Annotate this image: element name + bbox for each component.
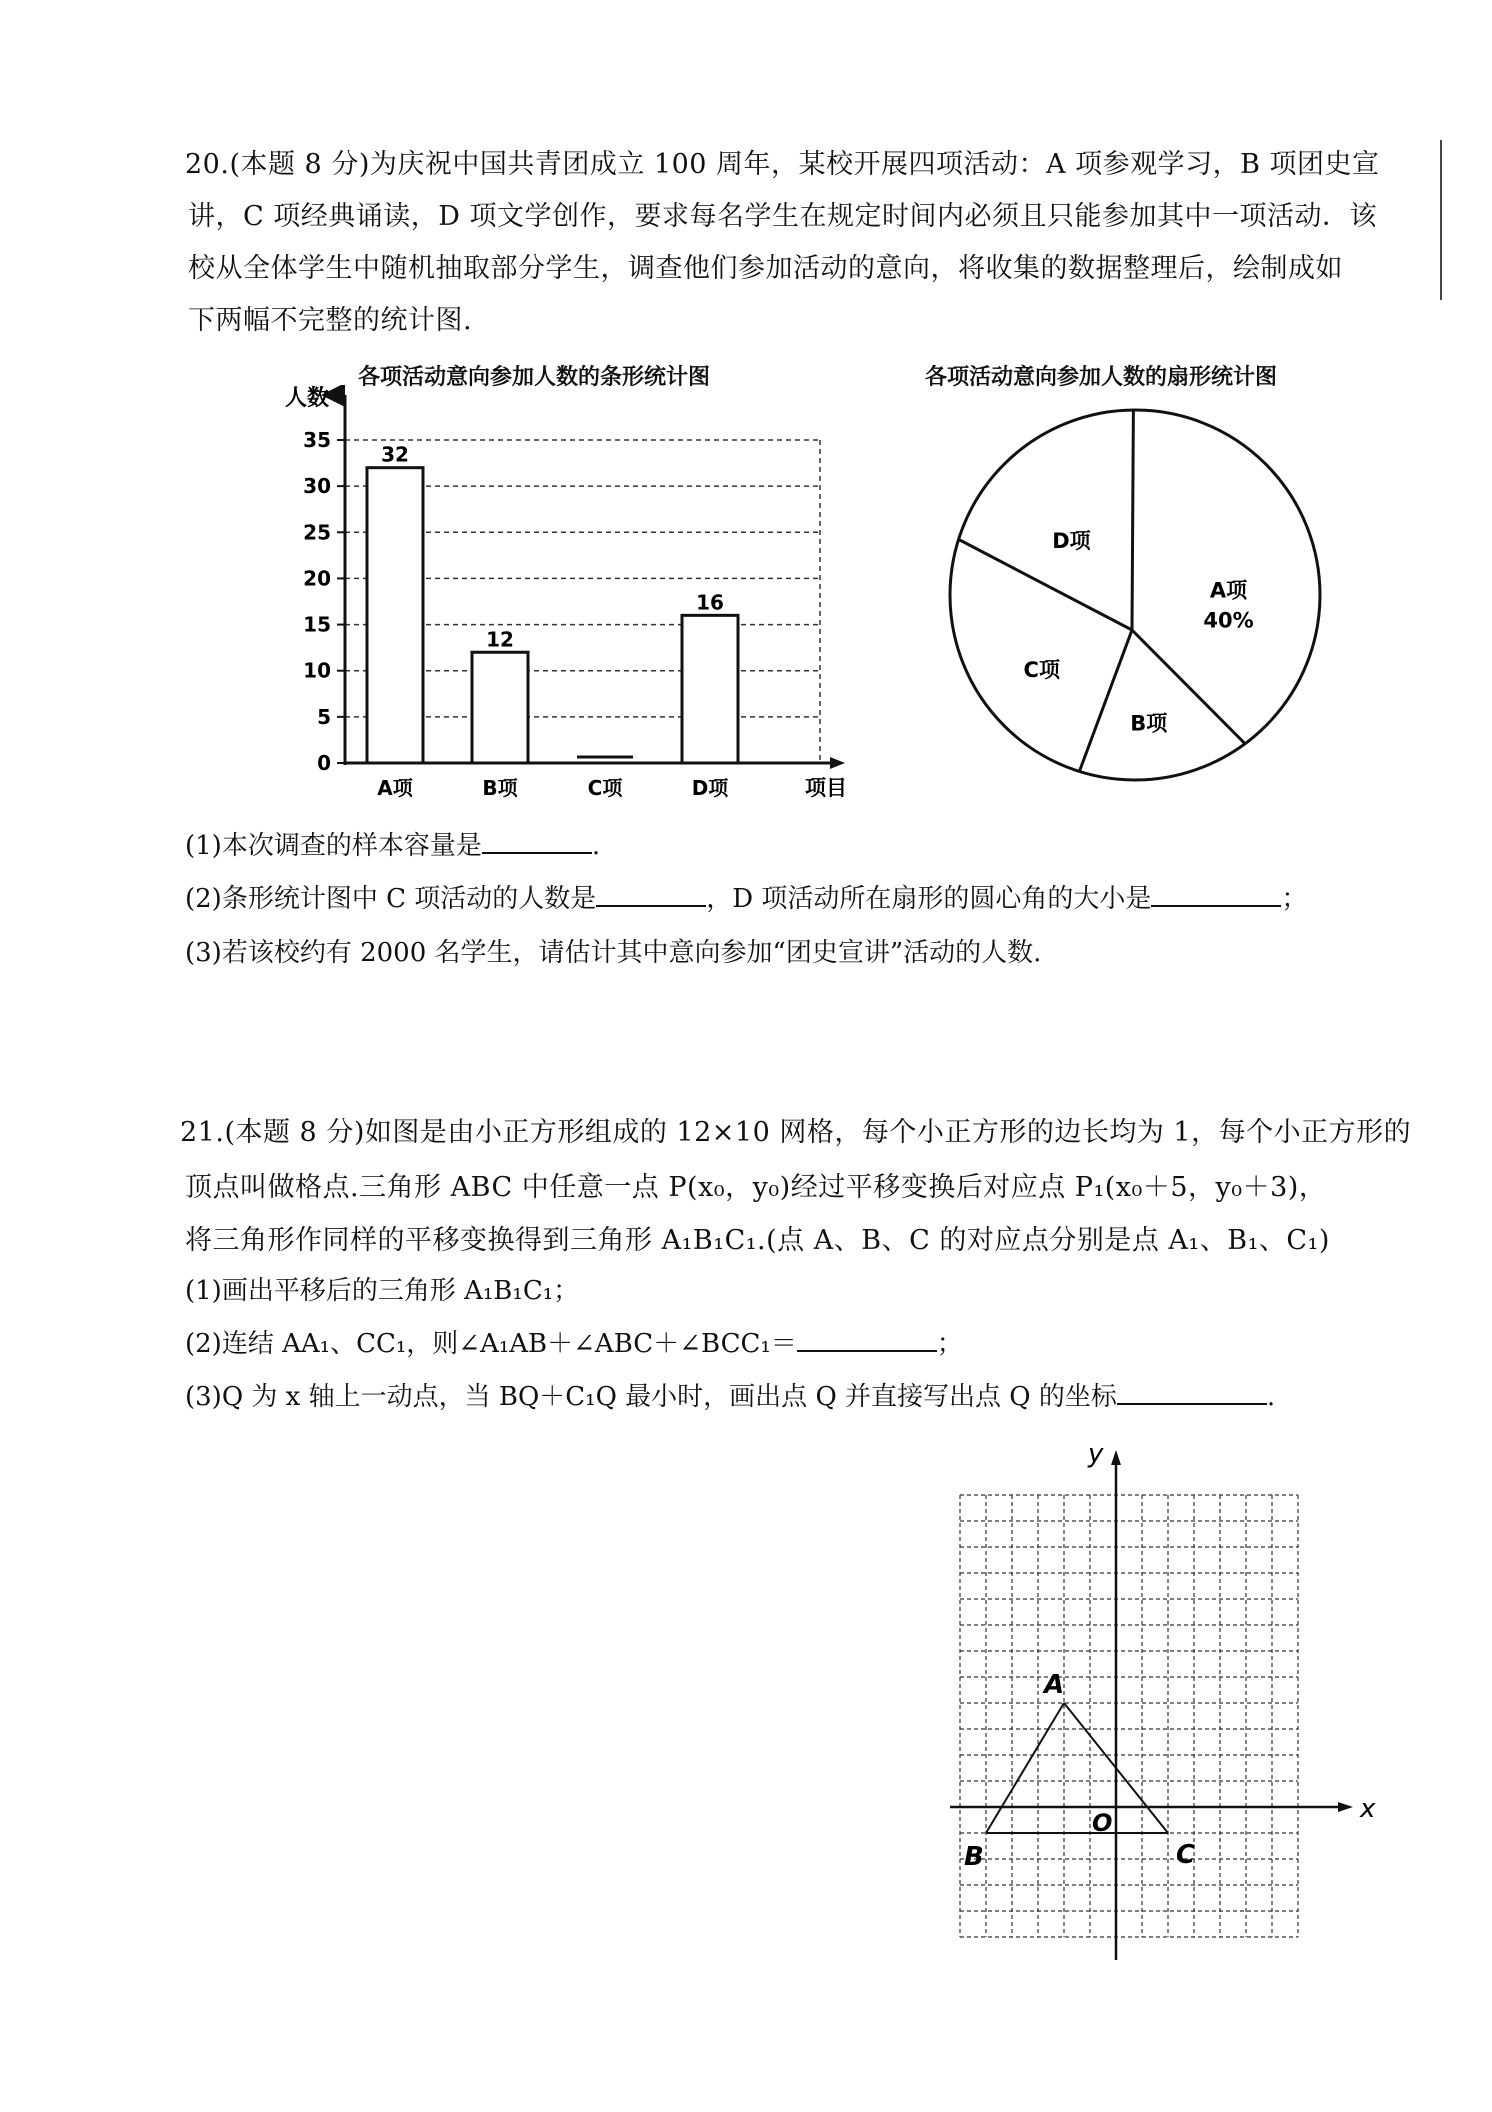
- q20-sub2-end: ；: [1281, 884, 1308, 914]
- bar-category-label: B项: [482, 776, 518, 800]
- q20-sub1-blank[interactable]: [482, 848, 592, 854]
- vertex-label: A: [1044, 1670, 1065, 1700]
- pie-chart-title: 各项活动意向参加人数的扇形统计图: [925, 365, 1278, 390]
- pie-slice-label: D项: [1052, 529, 1091, 554]
- q21-sub3-text: (3)Q 为 x 轴上一动点，当 BQ＋C₁Q 最小时，画出点 Q 并直接写出点 Q 的坐标: [185, 1382, 1117, 1412]
- bar-category-label: D项: [691, 776, 729, 800]
- bar-y-tick-label: 15: [303, 612, 331, 637]
- q21-sub2: [185, 1323, 963, 1360]
- grid-x-axis-label: x: [1360, 1794, 1376, 1824]
- pie-slice-boundary: [1132, 410, 1133, 630]
- pie-slice-label: A项: [1209, 578, 1248, 603]
- bar-data-label: 16: [696, 590, 724, 615]
- bar-data-label: 32: [381, 442, 409, 467]
- pie-slice-value-label: 40%: [1203, 608, 1254, 633]
- q21-sub2-end: ；: [936, 1329, 963, 1359]
- bar-y-tick-label: 30: [303, 474, 331, 499]
- bar-category-label: A项: [377, 776, 413, 800]
- q21-line-2: 顶点叫做格点.三角形 ABC 中任意一点 P(x₀，y₀)经过平移变换后对应点 P₁(x₀＋5，y₀＋3)，: [185, 1172, 1327, 1203]
- q20-sub2-text-a: (2)条形统计图中 C 项活动的人数是: [185, 884, 597, 914]
- bar-y-tick-label: 35: [303, 428, 331, 452]
- q21-sub2-blank[interactable]: [797, 1346, 937, 1352]
- bar-data-label: 12: [486, 627, 514, 652]
- q20-line-4: 下两幅不完整的统计图.: [188, 305, 473, 336]
- q21-sub1: (1)画出平移后的三角形 A₁B₁C₁；: [185, 1276, 580, 1306]
- q20-sub2: [185, 878, 1307, 915]
- q21-sub3-blank[interactable]: [1117, 1399, 1267, 1405]
- q20-sub1-end: .: [591, 831, 601, 861]
- bar-chart-title: 各项活动意向参加人数的条形统计图: [358, 365, 711, 390]
- vertex-label: C: [1176, 1840, 1196, 1870]
- triangle-side-ab: [986, 1703, 1064, 1833]
- pie-slice-label: B项: [1130, 711, 1168, 736]
- q20-sub1-text: (1)本次调查的样本容量是: [185, 831, 482, 861]
- q21-sub2-text: (2)连结 AA₁、CC₁，则∠A₁AB＋∠ABC＋∠BCC₁＝: [185, 1329, 797, 1359]
- grid-y-axis-label: y: [1088, 1440, 1104, 1469]
- bar-x-axis-arrow: [830, 757, 845, 769]
- coordinate-grid-figure: [940, 1440, 1410, 1960]
- vertex-label: B: [964, 1842, 984, 1872]
- q20-sub2-blank-1[interactable]: [596, 901, 706, 907]
- bar-y-tick-label: 0: [317, 751, 331, 775]
- q21-sub3: [185, 1376, 1275, 1413]
- bar-y-tick-label: 5: [317, 704, 331, 729]
- q20-line-3: 校从全体学生中随机抽取部分学生，调查他们参加活动的意向，将收集的数据整理后，绘制成如: [188, 253, 1343, 284]
- q21-line-3: 将三角形作同样的平移变换得到三角形 A₁B₁C₁.(点 A、B、C 的对应点分别是点 A₁、B₁、C₁): [185, 1225, 1330, 1256]
- grid-y-axis-arrow: [1111, 1450, 1121, 1465]
- page-edge-rule: [1440, 140, 1442, 300]
- q20-line-1: 20.(本题 8 分)为庆祝中国共青团成立 100 周年，某校开展四项活动：A 项参观学习，B 项团史宣: [185, 149, 1380, 180]
- q20-sub1: [185, 825, 600, 862]
- bar-1: [367, 468, 423, 763]
- bar-y-tick-label: 20: [303, 566, 331, 591]
- grid-origin-label: O: [1092, 1809, 1113, 1837]
- q20-sub2-blank-2[interactable]: [1151, 901, 1281, 907]
- bar-4: [682, 615, 738, 763]
- grid-x-axis-arrow: [1338, 1802, 1353, 1812]
- bar-category-label: C项: [587, 776, 623, 800]
- bar-y-tick-label: 10: [303, 658, 331, 683]
- pie-slice-label: C项: [1023, 657, 1060, 682]
- q20-sub3: (3)若该校约有 2000 名学生，请估计其中意向参加“团史宣讲”活动的人数.: [185, 938, 1042, 968]
- q21-sub3-end: .: [1266, 1382, 1276, 1412]
- bar-chart: [285, 385, 905, 815]
- bar-y-tick-label: 25: [303, 520, 331, 545]
- q20-sub2-text-b: ，D 项活动所在扇形的圆心角的大小是: [706, 884, 1152, 914]
- bar-2: [472, 652, 528, 763]
- q21-line-1: 21.(本题 8 分)如图是由小正方形组成的 12×10 网格，每个小正方形的边长均为 1，每个小正方形的: [180, 1117, 1412, 1148]
- bar-y-axis-label: 人数: [285, 386, 330, 411]
- bar-x-axis-label: 项目: [805, 776, 847, 800]
- q20-line-2: 讲，C 项经典诵读，D 项文学创作，要求每名学生在规定时间内必须且只能参加其中一项活动．该: [188, 201, 1377, 232]
- pie-chart: [935, 395, 1335, 795]
